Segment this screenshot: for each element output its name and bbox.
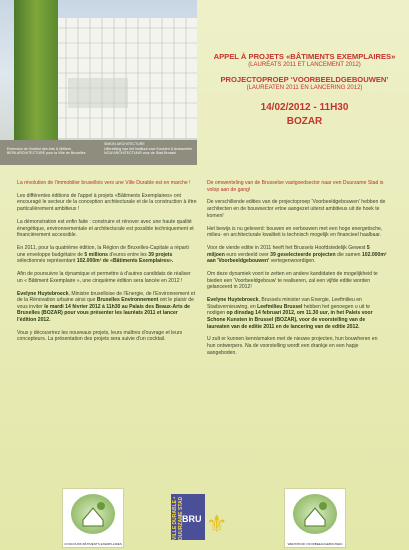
wedstrijd-logo-label: WEDSTRIJD VOORBEELDGEBOUWEN: [287, 542, 343, 546]
building-photo: [0, 0, 197, 165]
caption-fr-2: BEPA ARCHITECTURE pour la Ville de Bruxelles: [7, 151, 86, 156]
fr-intro: La révolution de l'immobilier bruxellois vers une Ville Durable est en marche !: [17, 180, 191, 186]
green-wall: [14, 0, 58, 140]
nl-title: PROJECTOPROEP ‘VOORBEELDGEBOUWEN’: [220, 75, 389, 84]
event-date: 14/02/2012 - 11H30: [260, 102, 349, 113]
nl-paragraph-2: De verschillende edities van de projectoproep 'Voorbeeldgebouwen' hebben de architecten en de bouwsector ertoe aangezet uiterst ambitieus uit de hoek te komen!: [207, 199, 386, 219]
invitation-header: [200, 2, 409, 165]
nl-paragraph-4: Voor de vierde editie in 2011 heeft het Brussels Hoofdstedelijk Gewest 5 miljoen euro verdeeld over 39 geselecteerde projecten die samen 102.000m² aan 'Voorbeeldgebouwen' vertegenwoordigen.: [207, 245, 387, 265]
concours-logo: [62, 488, 124, 548]
house-icon: [293, 494, 337, 534]
nl-intro: De omwenteling van de Brusselse vastgoedsector naar een Duurzame Stad is volop aan de gang!: [207, 180, 384, 193]
fr-paragraph-7: Vous y découvrirez les nouveaux projets, leurs maîtres d'ouvrage et leurs concepteurs. La présentation des projets sera suivie d'un cocktail.: [17, 329, 183, 343]
bru-text: BRU: [182, 514, 202, 524]
wedstrijd-logo: [284, 488, 346, 548]
caption-nl-1: Uitbreiding van het Instituut voor Kunsten & Ambachten: [104, 147, 193, 151]
fr-subtitle: (LAURÉATS 2011 ET LANCEMENT 2012): [248, 62, 361, 68]
fr-paragraph-4: En 2011, pour la quatrième édition, la Région de Bruxelles-Capitale a réparti une enveloppe budgétaire de 5 millions d'euros entre les 39 projets sélectionnés représentant 102.000m² de «Bâtiments Exemplaires».: [17, 245, 189, 265]
fr-paragraph-6: Evelyne Huytebroeck, Ministre bruxelloise de l'Energie, de l'Environnement et de la Rénovation urbaine ainsi que Bruxelles Environnement ont le plaisir de vous inviter le mardi 14 février 2012 à 11h30 au Palais des Beaux-Arts de Bruxelles (BOZAR) pour vous présenter les lauréats 2011 et lancer l'édition 2012.: [17, 290, 196, 323]
bru-vertical-text: VILLE DURABLE • DUURZAME STAD: [172, 496, 184, 540]
fr-paragraph-2: Les différentes éditions de l'appel à projets «Bâtiments Exemplaires» ont encouragé le secteur de la conception architecturale et de la construction à être particulièrement ambitieux !: [17, 192, 197, 213]
bru-logo: [171, 494, 205, 540]
photo-caption-right: [104, 147, 197, 155]
french-column: [17, 180, 197, 349]
dutch-column: [207, 180, 387, 363]
event-venue: BOZAR: [286, 116, 323, 127]
fr-title: APPEL À PROJETS «BÂTIMENTS EXEMPLAIRES»: [213, 52, 396, 61]
concours-logo-label: CONCOURS BÂTIMENTS EXEMPLAIRES: [64, 542, 122, 546]
caption-architect: SIMON ARCHITECTURE: [104, 142, 145, 146]
fr-paragraph-5: Afin de poursuivre la dynamique et permettre à d'autres candidats de réaliser un « Bâtiment Exemplaire », une cinquième édition sera lancée en 2012 !: [17, 271, 191, 284]
nl-paragraph-6: Evelyne Huytebroeck, Brussels minister van Energie, Leefmilieu en Stadsvernieuwing, en Leefmilieu Brussel hebben het genoegen u uit te nodigen op dinsdag 14 februari 2012, om 11.30 uur, in het Paleis voor Schone Kunsten in Brussel (BOZAR), voor de voorstelling van de laureaten van de editie 2011 en de lancering van de editie 2012.: [207, 297, 373, 330]
nl-paragraph-3: Het bewijs is nu geleverd: bouwen en verbouwen met een hoge energetische, milieu- en architecturale kwaliteit is technisch mogelijk en financieel haalbaar.: [207, 225, 383, 239]
caption-fr-1: Extension de l'Institut des Arts & Métiers: [7, 147, 72, 151]
caption-nl-2: NCW ARCHITECTUUR voor de Stad Brussel: [104, 151, 177, 156]
building-facade: [58, 18, 197, 138]
nl-paragraph-7: U zult er kunnen kennismaken met de nieuwe projecten, hun bouwheren en hun ontwerpers. Na de voorstelling wordt een drankje en een hapje aangeboden.: [207, 336, 378, 356]
fr-paragraph-3: La démonstration est enfin faite : construire et rénover avec une haute qualité énergétique, environnementale et architecturale est possible techniquement et financièrement accessible.: [17, 218, 194, 239]
nl-paragraph-5: Om deze dynamiek voort te zetten en andere kandidaten de mogelijkheid te bieden een 'Voorbeeldgebouw' te realiseren, zal een vijfde editie worden gelanceerd in 2012!: [207, 271, 378, 291]
nl-subtitle: (LAUREATEN 2011 EN LANCERING 2012): [246, 85, 363, 91]
iris-icon: ⚜: [206, 511, 228, 538]
house-icon: [71, 494, 115, 534]
